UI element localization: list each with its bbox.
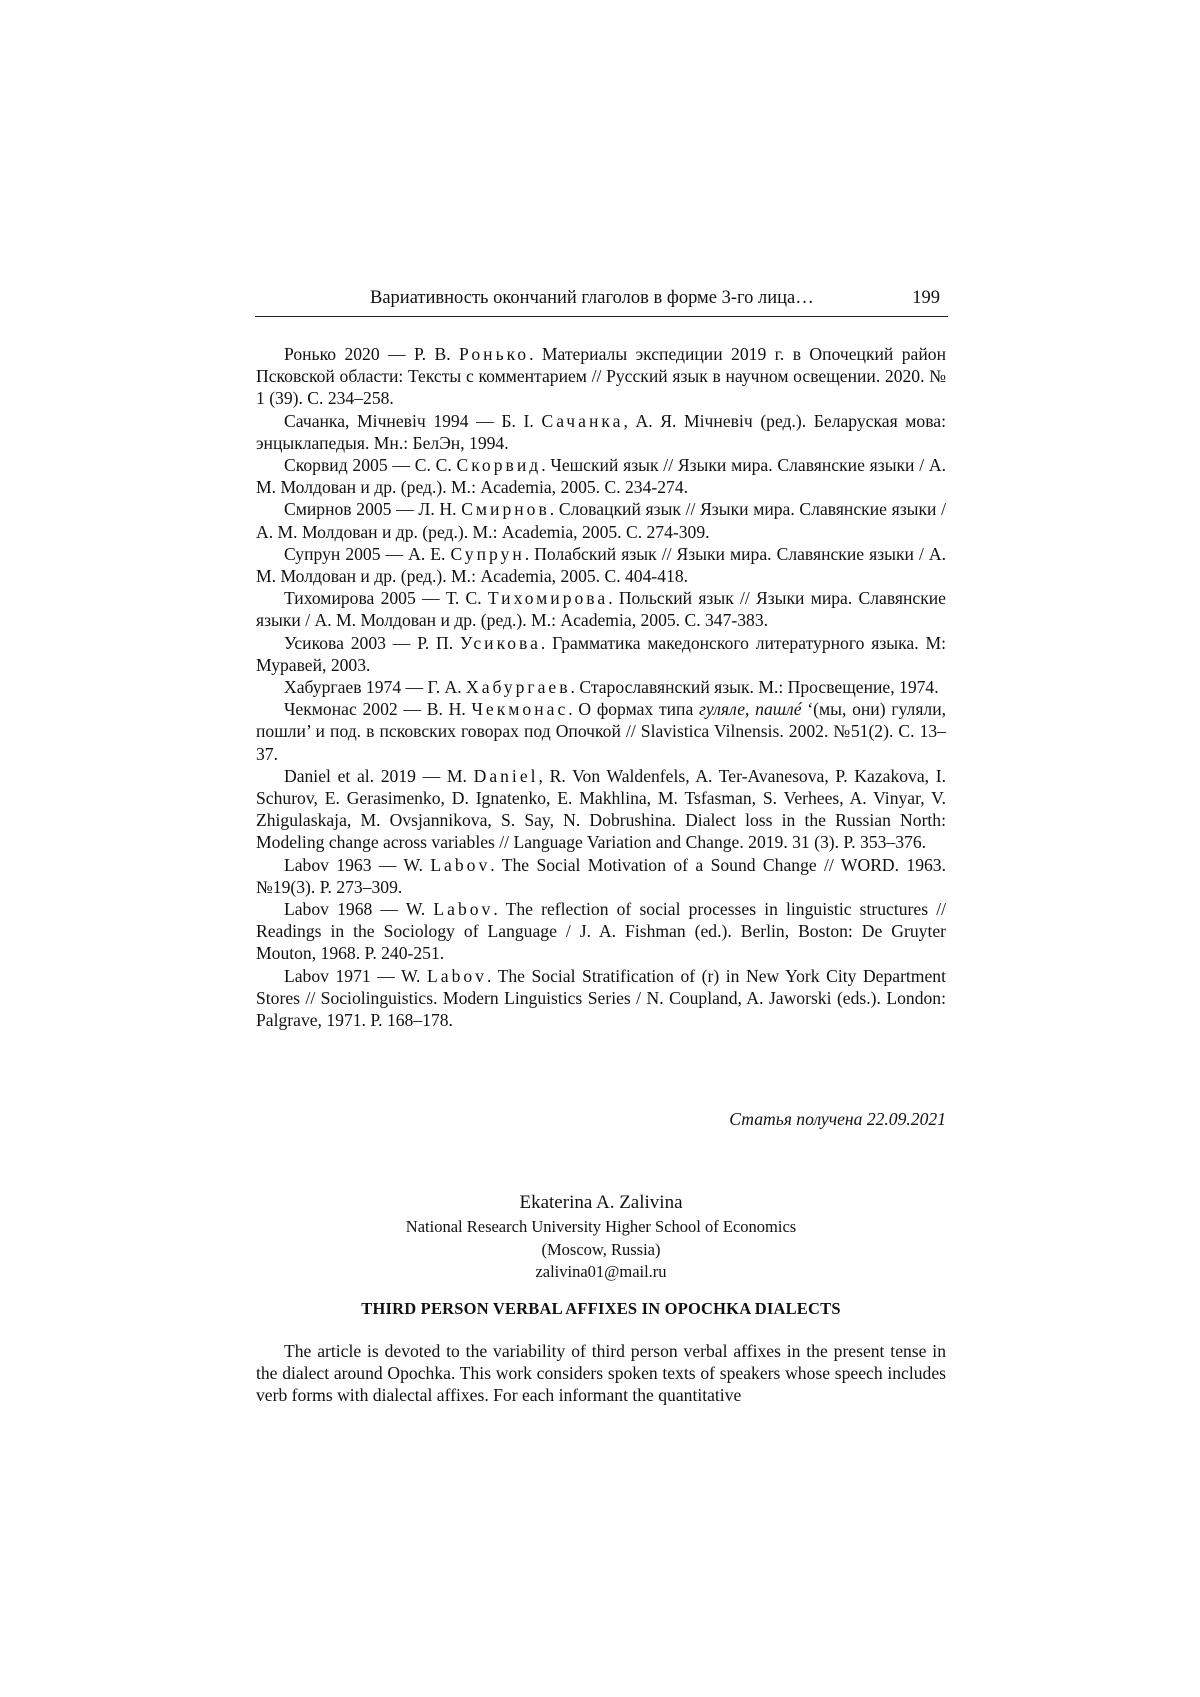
reference-item [256, 343, 946, 410]
author-affiliation: National Research University Higher School of Economics [405, 1217, 797, 1236]
reference-body: , R. Von Waldenfels, A. Ter-Avanesova, P. Kazakova, I. Schurov, E. Gerasimenko, D. Ignatenko, E. Makhlina, M. Tsfasman, S. Verhees, A. Vinyar, V. Zhigulaskaja, M. Ovsjannikova, S. Say, N. Dobrushina. Dialect loss in the Russian North: Modeling change across variables // Language Variation and Change. 2019. 31 (3). P. 353–376. [256, 765, 947, 853]
reference-author: Labov [427, 965, 487, 986]
reference-item [256, 410, 946, 454]
reference-key: Хабургаев 1974 — Г. А. [284, 677, 466, 698]
reference-item [256, 543, 946, 587]
reference-author: Daniel [473, 765, 539, 786]
reference-body: . Польский язык // Языки мира. Славянские языки / А. М. Молдован и др. (ред.). М.: Academia, 2005. С. 347-383. [256, 588, 946, 631]
reference-key: Daniel et al. 2019 — M. [284, 765, 474, 786]
reference-item [256, 965, 946, 1032]
abstract: The article is devoted to the variability of third person verbal affixes in the present tense in the dialect around Opochka. This work considers spoken texts of speakers whose speech includes verb forms with dialectal affixes. For each informant the quantitative [256, 1341, 946, 1406]
reference-key: Супрун 2005 — А. Е. [284, 543, 451, 564]
reference-italic-form: гуляле [699, 699, 746, 720]
reference-key: Тихомирова 2005 — Т. С. [284, 588, 488, 609]
reference-key: Смирнов 2005 — Л. Н. [284, 499, 462, 520]
reference-item [256, 587, 946, 631]
reference-key: Усикова 2003 — Р. П. [284, 632, 461, 653]
reference-item [256, 632, 946, 676]
author-block [256, 1190, 946, 1284]
reference-author: Labov [433, 899, 494, 920]
reference-key: Чекмонас 2002 — В. Н. [284, 699, 472, 720]
reference-body: ‘(мы, они) гуляли, пошли’ и под. в псковских говорах под Опочкой // Slavistica Vilnensis. 2002. №51(2). С. 13–37. [256, 699, 947, 764]
reference-item [256, 698, 946, 765]
reference-key: Сачанка, Мічневіч 1994 — Б. І. [284, 410, 542, 431]
reference-key: Labov 1968 — W. [284, 899, 434, 920]
reference-author: Ронько [459, 344, 530, 364]
reference-body: . The Social Stratification of (r) in New York City Department Stores // Sociolinguistics. Modern Linguistics Series / N. Coupland, A. Jaworski (eds.). London: Palgrave, 1971. P. 168–178. [256, 965, 946, 1031]
running-title: Вариативность окончаний глаголов в форме 3-го лица… [370, 288, 814, 308]
reference-author: Скорвид [456, 455, 542, 476]
running-header [255, 286, 948, 317]
reference-body: . Материалы экспедиции 2019 г. в Опочецкий район Псковской области: Тексты с комментарием // Русский язык в научном освещении. 2020. № 1 (39). С. 234–258. [256, 344, 946, 409]
reference-body: . Старославянский язык. М.: Просвещение, 1974. [570, 677, 939, 698]
reference-author: Хабургаев [466, 677, 571, 698]
reference-body: . О формах типа [568, 699, 700, 720]
reference-key: Ронько 2020 — Р. В. [284, 344, 460, 364]
reference-author: Смирнов [461, 499, 550, 520]
reference-body: . The Social Motivation of a Sound Change // WORD. 1963. №19(3). P. 273–309. [256, 854, 946, 897]
reference-body: . Словацкий язык // Языки мира. Славянские языки / А. М. Молдован и др. (ред.). М.: Academia, 2005. С. 274-309. [256, 499, 946, 542]
reference-key: Labov 1963 — W. [284, 854, 431, 875]
reference-item [256, 498, 946, 542]
reference-body: , [745, 699, 756, 720]
reference-list [256, 343, 946, 1031]
page-number: 199 [912, 288, 940, 308]
article-title: THIRD PERSON VERBAL AFFIXES IN OPOCHKA DIALECTS [361, 1299, 841, 1318]
reference-item [256, 898, 946, 965]
reference-item [256, 854, 946, 898]
reference-body: . Грамматика македонского литературного языка. М: Муравей, 2003. [256, 632, 946, 675]
reference-key: Labov 1971 — W. [284, 965, 428, 986]
author-location: (Moscow, Russia) [541, 1239, 661, 1259]
reference-body: . Полабский язык // Языки мира. Славянские языки / А. М. Молдован и др. (ред.). М.: Academia, 2005. С. 404-418. [256, 543, 946, 587]
reference-author: Супрун [450, 543, 525, 564]
reference-author: Чекмонас [471, 699, 569, 720]
reference-item [256, 765, 946, 854]
reference-author: Labov [430, 854, 491, 875]
reference-author: Усикова [460, 632, 541, 653]
reference-item [256, 676, 946, 698]
reference-body: , А. Я. Мічневіч (ред.). Беларуская мова: энцыклапедыя. Мн.: БелЭн, 1994. [256, 410, 947, 453]
received-date-note: Статья получена 22.09.2021 [729, 1109, 946, 1129]
author-name: Ekaterina A. Zalivina [519, 1192, 683, 1213]
reference-italic-form: пашлé [755, 699, 802, 720]
reference-body: . Чешский язык // Языки мира. Славянские языки / А. М. Молдован и др. (ред.). М.: Academia, 2005. С. 234-274. [256, 455, 947, 498]
reference-author: Сачанка [541, 410, 624, 431]
author-email: zalivina01@mail.ru [535, 1262, 667, 1281]
reference-author: Тихомирова [487, 588, 609, 609]
reference-key: Скорвид 2005 — С. С. [284, 455, 457, 476]
reference-body: . The reflection of social processes in linguistic structures // Readings in the Sociology of Language / J. A. Fishman (ed.). Berlin, Boston: De Gruyter Mouton, 1968. P. 240-251. [256, 899, 946, 964]
reference-item [256, 454, 946, 498]
